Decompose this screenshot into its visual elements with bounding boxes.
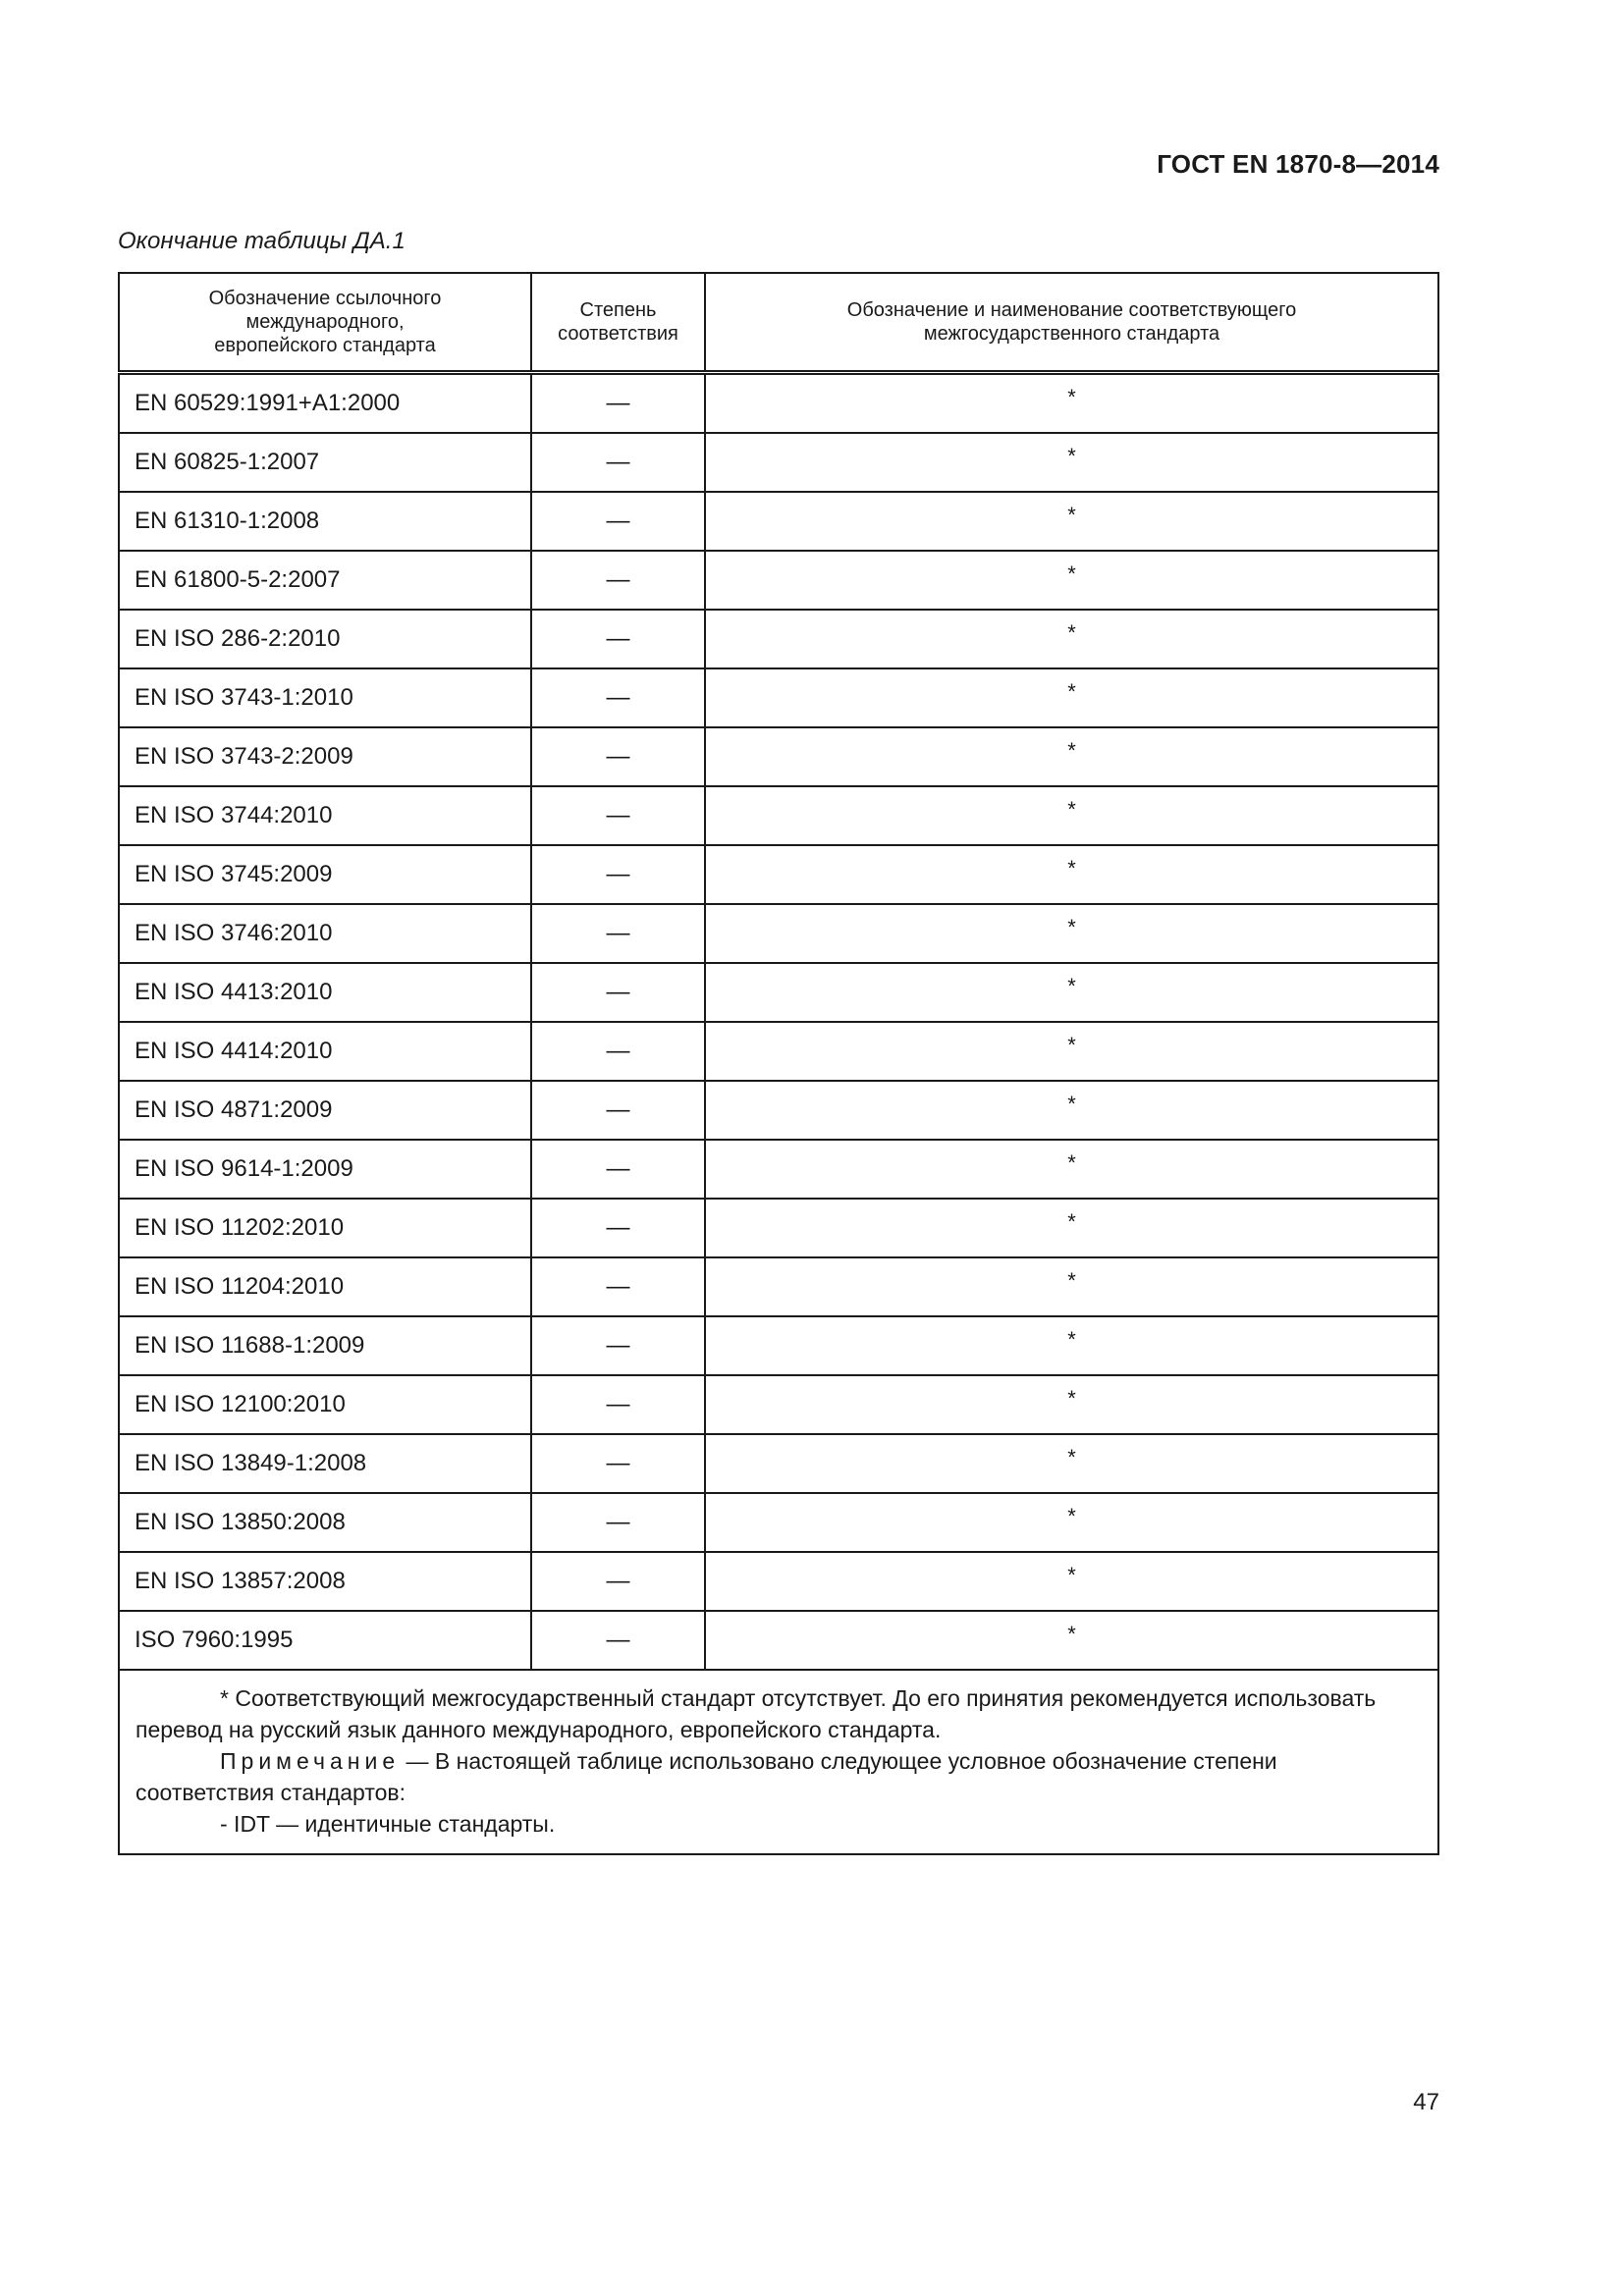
standards-table [118,272,1439,1855]
cell-degree: — [531,610,705,668]
cell-interstate-standard: * [705,1316,1438,1375]
cell-degree: — [531,1552,705,1611]
cell-degree: — [531,786,705,845]
header-degree: Степень соответствия [531,273,705,373]
cell-degree: — [531,1257,705,1316]
table-row [119,1257,1438,1316]
cell-degree: — [531,1081,705,1140]
cell-interstate-standard: * [705,1434,1438,1493]
cell-reference-standard: EN ISO 11204:2010 [119,1257,531,1316]
header-interstate-standard: Обозначение и наименование соответствующего межгосударственного стандарта [705,273,1438,373]
table-row [119,1434,1438,1493]
cell-reference-standard: ISO 7960:1995 [119,1611,531,1670]
cell-degree: — [531,492,705,551]
cell-reference-standard: EN ISO 286-2:2010 [119,610,531,668]
cell-degree: — [531,845,705,904]
table-row [119,492,1438,551]
cell-degree: — [531,1434,705,1493]
cell-interstate-standard: * [705,1081,1438,1140]
table-row [119,1316,1438,1375]
header-reference-standard: Обозначение ссылочного международного, европейского стандарта [119,273,531,373]
cell-reference-standard: EN ISO 3746:2010 [119,904,531,963]
cell-interstate-standard: * [705,1375,1438,1434]
cell-interstate-standard: * [705,1199,1438,1257]
cell-reference-standard: EN ISO 3745:2009 [119,845,531,904]
cell-degree: — [531,1199,705,1257]
cell-reference-standard: EN ISO 13850:2008 [119,1493,531,1552]
table-row [119,1199,1438,1257]
cell-interstate-standard: * [705,668,1438,727]
table-row [119,1552,1438,1611]
cell-degree: — [531,904,705,963]
table-row [119,845,1438,904]
cell-interstate-standard: * [705,904,1438,963]
table-footnotes [119,1670,1438,1854]
table-row [119,551,1438,610]
table-note [135,1745,1422,1808]
cell-degree: — [531,433,705,492]
table-row [119,1493,1438,1552]
cell-interstate-standard: * [705,786,1438,845]
footnote-asterisk: * Соответствующий межгосударственный стандарт отсутствует. До его принятия рекомендуется использовать перевод на русский язык данного международного, европейского стандарта. [135,1685,1377,1742]
table-row [119,1140,1438,1199]
cell-reference-standard: EN ISO 4871:2009 [119,1081,531,1140]
cell-degree: — [531,1316,705,1375]
note-text: — В настоящей таблице использовано следующее условное обозначение степени соответствия стандартов: [135,1748,1277,1805]
cell-interstate-standard: * [705,1493,1438,1552]
cell-interstate-standard: * [705,610,1438,668]
cell-degree: — [531,373,705,434]
note-label: Примечание [220,1748,401,1774]
cell-interstate-standard: * [705,1257,1438,1316]
cell-degree: — [531,727,705,786]
document-header: ГОСТ EN 1870-8—2014 [1157,149,1439,179]
cell-degree: — [531,1140,705,1199]
cell-degree: — [531,1493,705,1552]
cell-degree: — [531,963,705,1022]
cell-reference-standard: EN ISO 13857:2008 [119,1552,531,1611]
cell-interstate-standard: * [705,963,1438,1022]
cell-interstate-standard: * [705,373,1438,434]
table-row [119,1611,1438,1670]
cell-interstate-standard: * [705,1022,1438,1081]
cell-degree: — [531,1611,705,1670]
cell-reference-standard: EN ISO 13849-1:2008 [119,1434,531,1493]
cell-reference-standard: EN ISO 12100:2010 [119,1375,531,1434]
page-number: 47 [1413,2089,1439,2115]
cell-degree: — [531,1022,705,1081]
cell-interstate-standard: * [705,433,1438,492]
cell-reference-standard: EN 60529:1991+A1:2000 [119,373,531,434]
table-row [119,1081,1438,1140]
table-row [119,904,1438,963]
table-row [119,786,1438,845]
table-row [119,373,1438,434]
table-row [119,1375,1438,1434]
cell-reference-standard: EN ISO 11688-1:2009 [119,1316,531,1375]
table-row [119,727,1438,786]
table-caption: Окончание таблицы ДА.1 [118,228,406,254]
cell-reference-standard: EN ISO 9614-1:2009 [119,1140,531,1199]
cell-reference-standard: EN ISO 4413:2010 [119,963,531,1022]
cell-reference-standard: EN ISO 11202:2010 [119,1199,531,1257]
table-row [119,610,1438,668]
cell-reference-standard: EN ISO 3743-2:2009 [119,727,531,786]
cell-degree: — [531,551,705,610]
cell-reference-standard: EN ISO 4414:2010 [119,1022,531,1081]
cell-reference-standard: EN ISO 3744:2010 [119,786,531,845]
cell-interstate-standard: * [705,727,1438,786]
cell-reference-standard: EN 60825-1:2007 [119,433,531,492]
cell-interstate-standard: * [705,1611,1438,1670]
cell-reference-standard: EN 61800-5-2:2007 [119,551,531,610]
cell-degree: — [531,668,705,727]
cell-interstate-standard: * [705,1552,1438,1611]
table-row [119,433,1438,492]
table-row [119,1022,1438,1081]
cell-reference-standard: EN 61310-1:2008 [119,492,531,551]
table-header-row [119,273,1438,373]
note-list-item: - IDT — идентичные стандарты. [220,1811,556,1837]
cell-interstate-standard: * [705,1140,1438,1199]
table-row [119,963,1438,1022]
cell-interstate-standard: * [705,551,1438,610]
cell-reference-standard: EN ISO 3743-1:2010 [119,668,531,727]
table-footer-row [119,1670,1438,1854]
cell-interstate-standard: * [705,492,1438,551]
cell-interstate-standard: * [705,845,1438,904]
cell-degree: — [531,1375,705,1434]
table-row [119,668,1438,727]
